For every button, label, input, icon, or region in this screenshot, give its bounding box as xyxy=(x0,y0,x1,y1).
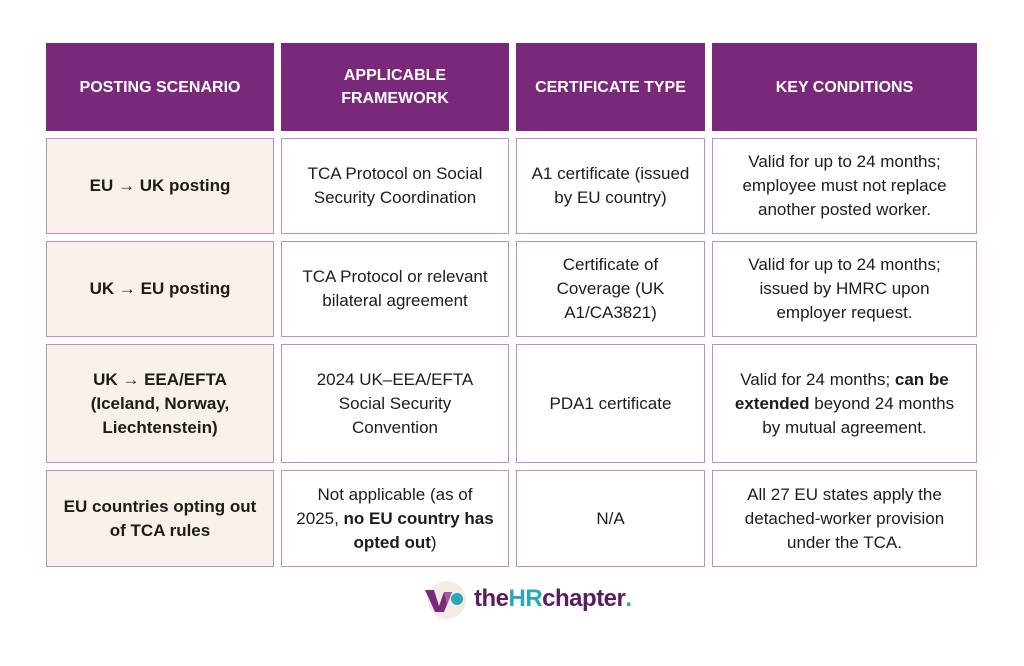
thehrchapter-logo xyxy=(422,578,632,620)
posting-rules-table xyxy=(46,43,977,567)
row-2-framework: TCA Protocol or relevant bilateral agreement xyxy=(281,241,509,337)
logo-text-chapter: chapter xyxy=(542,585,626,612)
row-4-framework-text xyxy=(294,483,496,555)
row-3-framework: 2024 UK–EEA/EFTA Social Security Convention xyxy=(281,344,509,463)
row-4-conditions: All 27 EU states apply the detached-worker provision under the TCA. xyxy=(712,470,977,567)
logo-wordmark xyxy=(474,585,632,613)
header-key-conditions: KEY CONDITIONS xyxy=(712,43,977,131)
header-posting-scenario: POSTING SCENARIO xyxy=(46,43,274,131)
logo-text-hr: HR xyxy=(508,585,543,612)
conditions-post: beyond 24 months by mutual agreement. xyxy=(762,393,955,437)
row-2-scenario: UK → EU posting xyxy=(46,241,274,337)
row-3-scenario: UK → EEA/EFTA (Iceland, Norway, Liechtenstein) xyxy=(46,344,274,463)
row-1-conditions: Valid for up to 24 months; employee must not replace another posted worker. xyxy=(712,138,977,234)
header-certificate-type: CERTIFICATE TYPE xyxy=(516,43,705,131)
row-3-conditions xyxy=(712,344,977,463)
row-4-scenario: EU countries opting out of TCA rules xyxy=(46,470,274,567)
framework-bold: no EU country has opted out xyxy=(343,508,494,552)
row-1-certificate: A1 certificate (issued by EU country) xyxy=(516,138,705,234)
conditions-bold: can be extended xyxy=(734,369,949,413)
framework-post: ) xyxy=(430,532,437,552)
conditions-pre: Valid for 24 months; xyxy=(740,369,895,389)
logo-text-dot: . xyxy=(625,585,632,612)
framework-pre: Not applicable (as of 2025, xyxy=(296,484,473,528)
row-3-certificate: PDA1 certificate xyxy=(516,344,705,463)
row-4-framework xyxy=(281,470,509,567)
row-2-certificate: Certificate of Coverage (UK A1/CA3821) xyxy=(516,241,705,337)
header-applicable-framework: APPLICABLE FRAMEWORK xyxy=(281,43,509,131)
row-4-certificate: N/A xyxy=(516,470,705,567)
row-2-conditions: Valid for up to 24 months; issued by HMRC upon employer request. xyxy=(712,241,977,337)
row-1-framework: TCA Protocol on Social Security Coordination xyxy=(281,138,509,234)
row-3-conditions-text xyxy=(725,368,964,440)
logo-text-the: the xyxy=(474,585,509,612)
logo-mark-icon xyxy=(422,578,466,620)
row-1-scenario: EU → UK posting xyxy=(46,138,274,234)
